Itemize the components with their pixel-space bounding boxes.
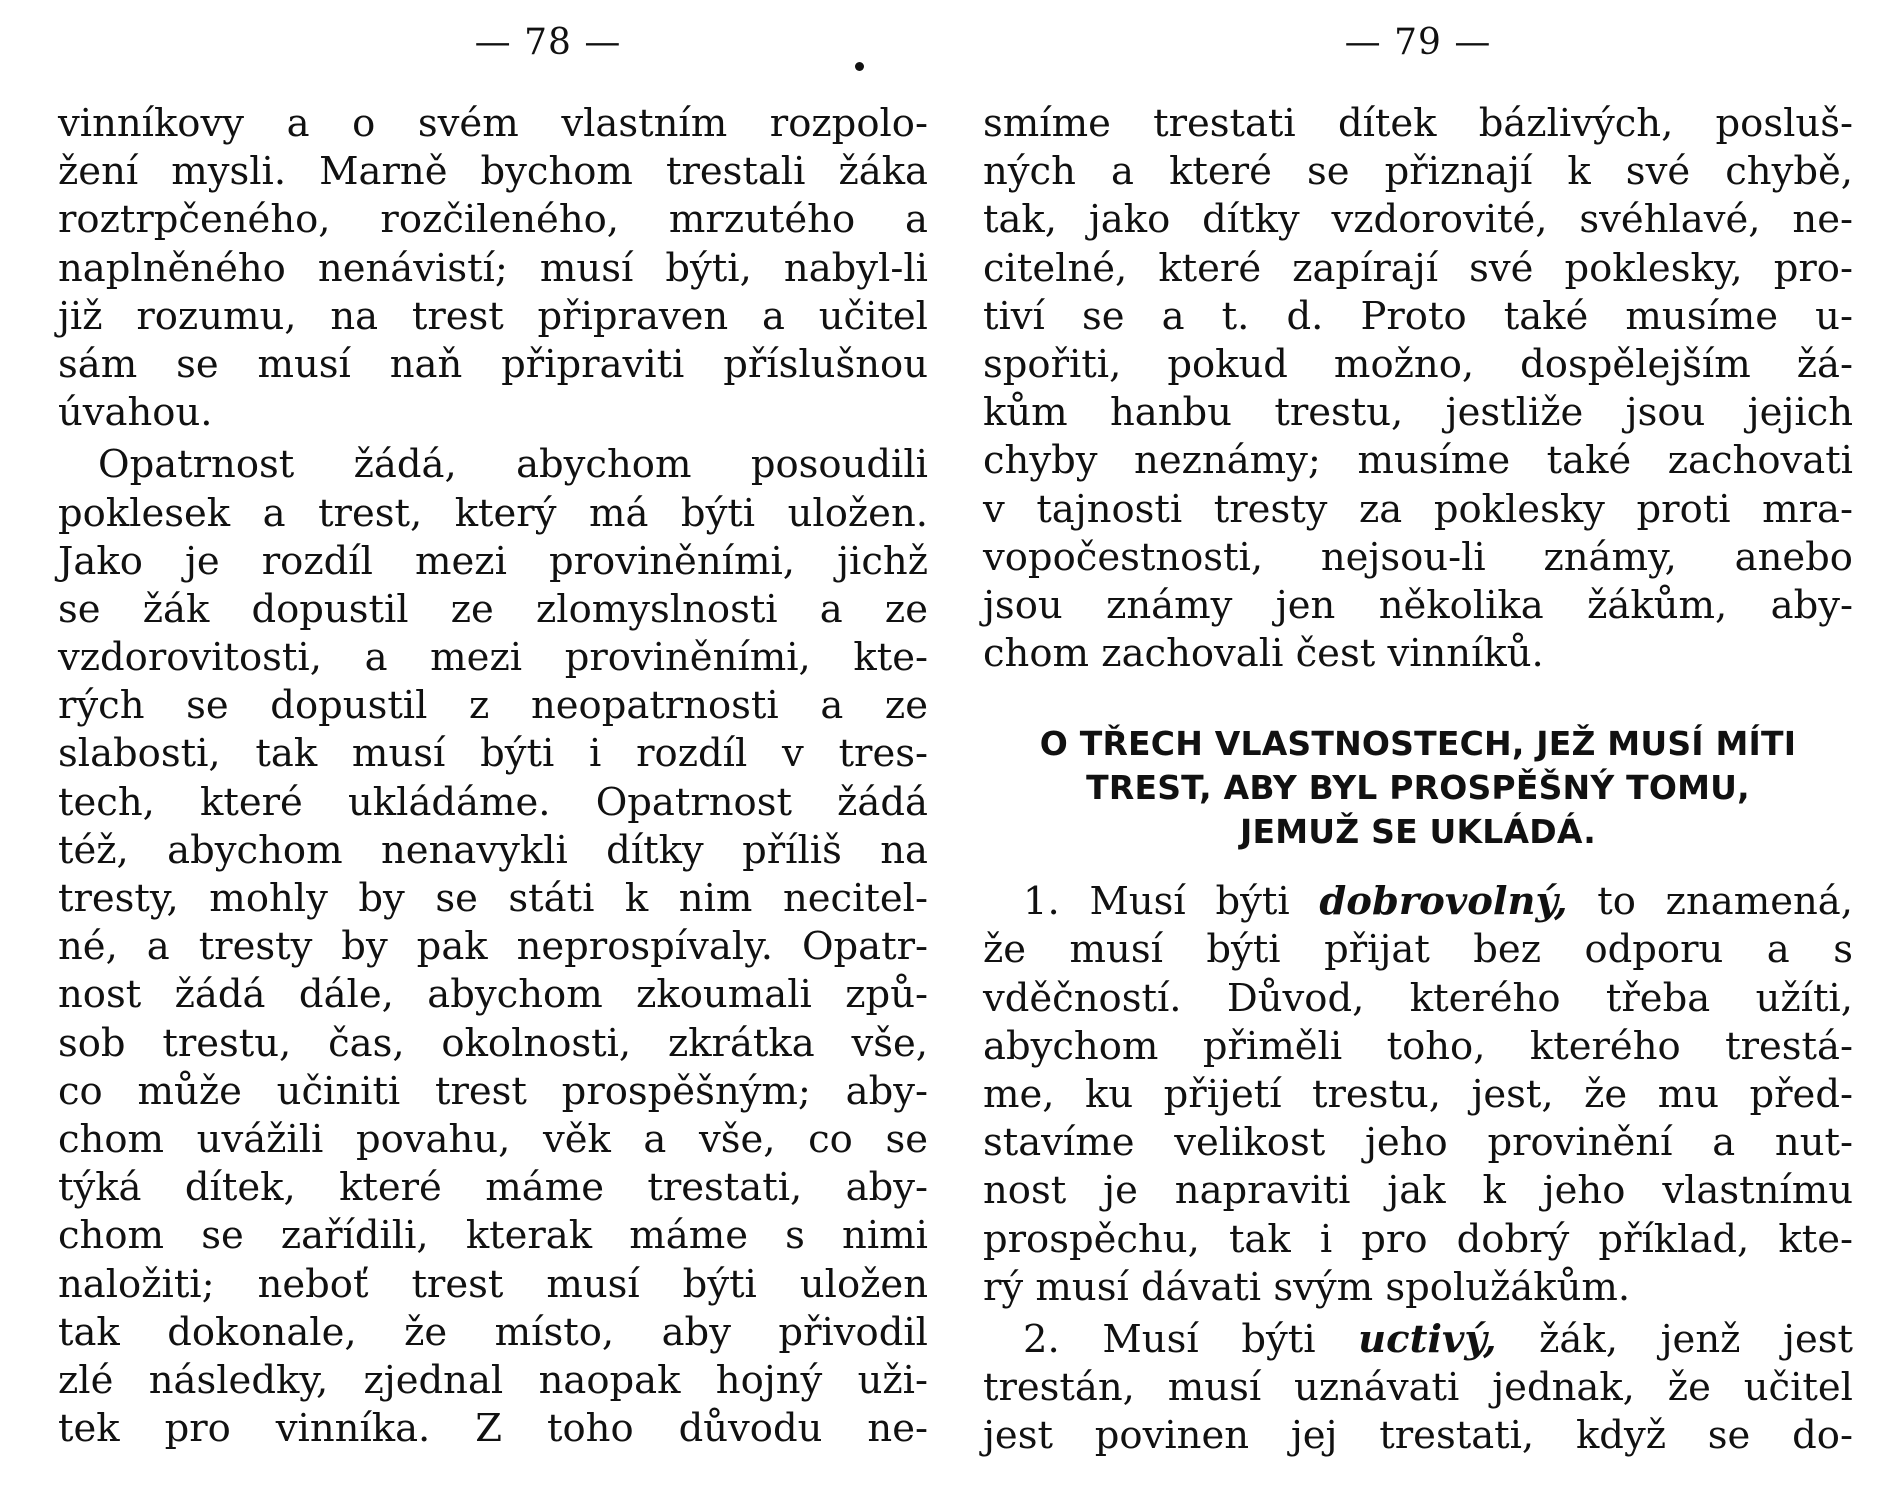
text-line [983, 878, 1853, 926]
text-line: chom uvážili povahu, věk a vše, co se [58, 1116, 928, 1162]
left-page [58, 0, 928, 1500]
left-page-number: — 78 — [474, 22, 622, 63]
text-line: týká dítek, které máme trestati, aby- [58, 1165, 928, 1211]
text-line: sám se musí naň připraviti příslušnou [58, 341, 928, 387]
point-1-lead: 1. Musí býti [1023, 879, 1320, 925]
point-2-emphasis: uctivý, [1358, 1316, 1497, 1362]
text-line: tech, které ukládáme. Opatrnost žádá [58, 779, 928, 825]
point-2-paragraph [983, 1316, 1853, 1461]
text-line: rých se dopustil z neopatrnosti a ze [58, 683, 928, 729]
text-line: Opatrnost žádá, abychom posoudili [98, 442, 928, 488]
text-line: vopočestnosti, nejsou-li známy, anebo [983, 534, 1853, 580]
text-line: naložiti; neboť trest musí býti uložen [58, 1261, 928, 1307]
text-line: tiví se a t. d. Proto také musíme u- [983, 293, 1853, 339]
text-line: jest povinen jej trestati, když se do- [983, 1413, 1853, 1459]
point-1-lead-after: to znamená, [1567, 879, 1853, 925]
left-paragraph-2 [58, 441, 928, 1453]
text-line: slabosti, tak musí býti i rozdíl v tres- [58, 731, 928, 777]
printed-dot [855, 62, 864, 71]
text-line: stavíme velikost jeho provinění a nut- [983, 1120, 1853, 1166]
text-line: naplněného nenávistí; musí býti, nabyl-li [58, 245, 928, 291]
text-line: chom se zařídili, kterak máme s nimi [58, 1213, 928, 1259]
left-page-text [58, 100, 928, 1453]
point-2-lead-after: žák, jenž jest [1496, 1316, 1853, 1362]
right-intro-paragraph [983, 100, 1853, 678]
text-line: prospěchu, tak i pro dobrý příklad, kte- [983, 1216, 1853, 1262]
left-paragraph-1 [58, 100, 928, 437]
text-line: chyby neznámy; musíme také zachovati [983, 438, 1853, 484]
text-line: již rozumu, na trest připraven a učitel [58, 293, 928, 339]
text-line: spořiti, pokud možno, dospělejším žá- [983, 341, 1853, 387]
right-page-number: — 79 — [1344, 22, 1492, 63]
text-line: tek pro vinníka. Z toho důvodu ne- [58, 1406, 928, 1452]
text-line: úvahou. [58, 390, 213, 436]
text-line: trestán, musí uznávati jednak, že učitel [983, 1365, 1853, 1411]
point-2-lead: 2. Musí býti [1023, 1316, 1359, 1362]
text-line: né, a tresty by pak neprospívaly. Opatr- [58, 924, 928, 970]
text-line: ných a které se přiznají k své chybě, [983, 149, 1853, 195]
text-line: žení mysli. Marně bychom trestali žáka [58, 149, 928, 195]
text-line: v tajnosti tresty za poklesky proti mra- [983, 486, 1853, 532]
text-line: vzdorovitosti, a mezi proviněními, kte- [58, 635, 928, 681]
text-line: nost žádá dále, abychom zkoumali způ- [58, 972, 928, 1018]
right-page [983, 0, 1853, 1500]
text-line: se žák dopustil ze zlomyslnosti a ze [58, 586, 928, 632]
text-line: nost je napraviti jak k jeho vlastnímu [983, 1168, 1853, 1214]
text-line: me, ku přijetí trestu, jest, že mu před- [983, 1072, 1853, 1117]
text-line: abychom přiměli toho, kterého trestá- [983, 1023, 1853, 1069]
text-line: zlé následky, zjednal naopak hojný uži- [58, 1357, 928, 1403]
text-line: chom zachovali čest vinníků. [983, 631, 1544, 677]
text-line: smíme trestati dítek bázlivých, posluš- [983, 101, 1853, 146]
text-line: roztrpčeného, rozčileného, mrzutého a [58, 197, 928, 243]
point-1-paragraph [983, 878, 1853, 1312]
text-line: rý musí dávati svým spolužákům. [983, 1264, 1631, 1310]
text-line: též, abychom nenavykli dítky příliš na [58, 827, 928, 873]
section-heading [983, 722, 1853, 854]
text-line: tresty, mohly by se státi k nim necitel- [58, 876, 928, 921]
text-line: vděčností. Důvod, kterého třeba užíti, [983, 975, 1853, 1021]
text-line: jsou známy jen několika žákům, aby- [983, 582, 1853, 628]
text-line: tak dokonale, že místo, aby přivodil [58, 1309, 928, 1355]
text-line: Jako je rozdíl mezi proviněními, jichž [58, 538, 928, 584]
right-page-text [983, 100, 1853, 1461]
text-line: vinníkovy a o svém vlastním rozpolo- [58, 101, 928, 146]
heading-line: TREST, ABY BYL PROSPĚŠNÝ TOMU, [1086, 768, 1750, 808]
text-line: tak, jako dítky vzdorovité, svéhlavé, ne- [983, 197, 1853, 243]
text-line: citelné, které zapírají své poklesky, pro- [983, 245, 1853, 291]
text-line: sob trestu, čas, okolnosti, zkrátka vše, [58, 1020, 928, 1066]
text-line: kům hanbu trestu, jestliže jsou jejich [983, 390, 1853, 436]
text-line: co může učiniti trest prospěšným; aby- [58, 1068, 928, 1114]
heading-line: O TŘECH VLASTNOSTECH, JEŽ MUSÍ MÍTI [1039, 724, 1797, 764]
heading-line: JEMUŽ SE UKLÁDÁ. [1240, 812, 1596, 852]
point-1-emphasis: dobrovolný, [1319, 879, 1568, 925]
text-line: že musí býti přijat bez odporu a s [983, 927, 1853, 973]
text-line [983, 1316, 1853, 1364]
text-line: poklesek a trest, který má býti uložen. [58, 490, 928, 536]
